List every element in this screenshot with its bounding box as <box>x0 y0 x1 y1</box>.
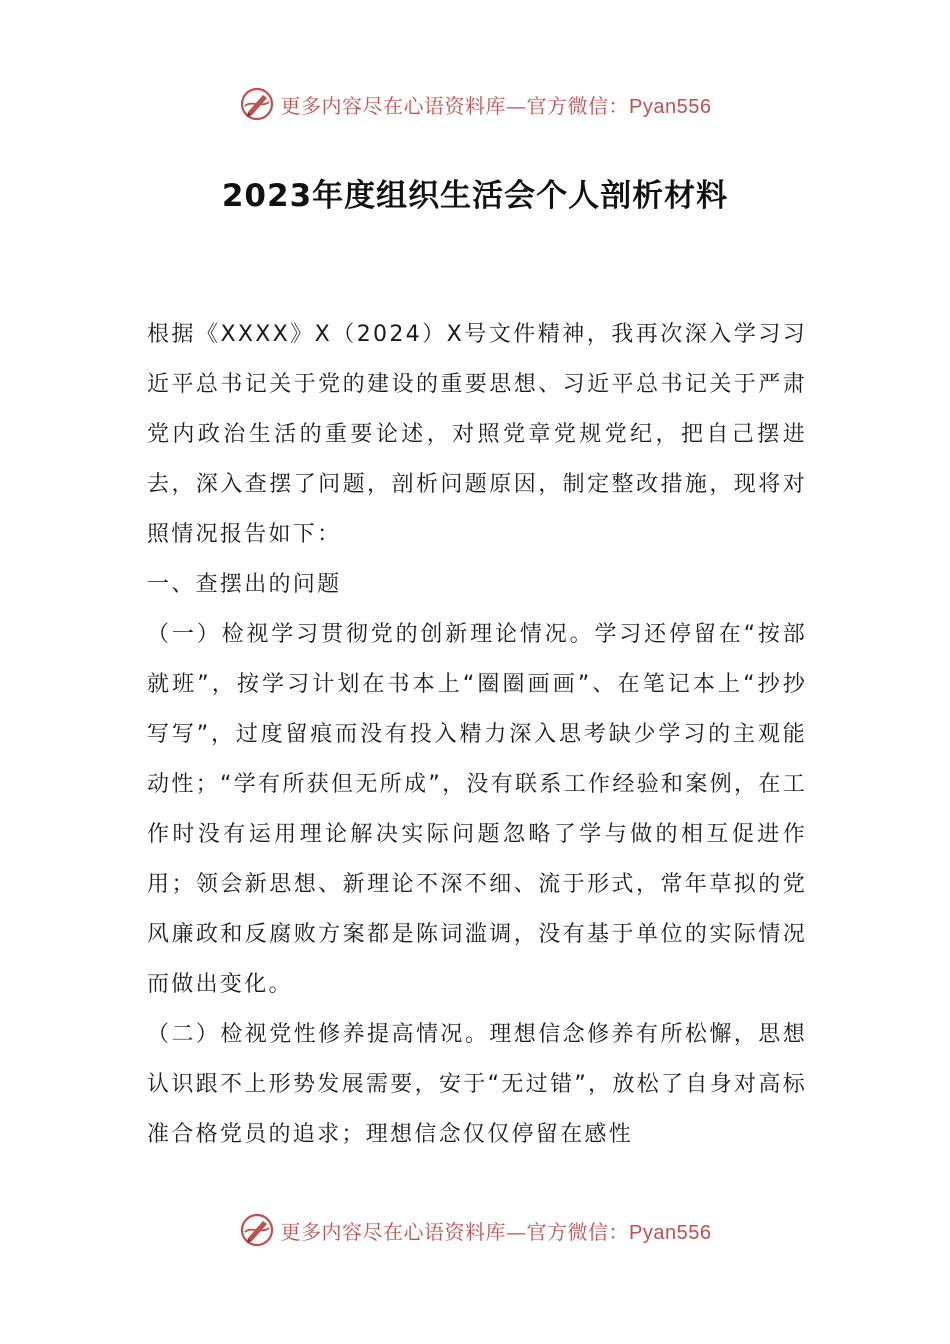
header-banner-text: 更多内容尽在心语资料库—官方微信：Pyan556 <box>280 93 712 118</box>
paragraph-party-spirit: （二）检视党性修养提高情况。理想信念修养有所松懈，思想认识跟不上形势发展需要，安于“无过错”，放松了自身对高标准合格党员的追求；理想信念仅仅停留在感性 <box>147 1022 807 1147</box>
footer-banner-handle: Pyan556 <box>629 1221 712 1244</box>
section-heading-problems: 一、查摆出的问题 <box>147 572 342 597</box>
pen-logo-icon <box>239 86 275 122</box>
pen-logo-icon <box>239 1212 275 1248</box>
paragraph-study-theory: （一）检视学习贯彻党的创新理论情况。学习还停留在“按部就班”，按学习计划在书本上“圈圈画画”、在笔记本上“抄抄写写”，过度留痕而没有投入精力深入思考缺少学习的主观能动性；“学有所获但无所成”，没有联系工作经验和案例，在工作时没有运用理论解决实际问题忽略了学与做的相互促进作用；领会新思想、新理论不深不细、流于形式，常年草拟的党风廉政和反腐败方案都是陈词滥调，没有基于单位的实际情况而做出变化。 <box>147 622 807 997</box>
footer-banner-text: 更多内容尽在心语资料库—官方微信：Pyan556 <box>280 1219 712 1244</box>
document-title: 2023年度组织生活会个人剖析材料 <box>221 178 729 214</box>
header-banner-handle: Pyan556 <box>629 95 712 118</box>
footer-banner <box>0 1208 950 1252</box>
document-body <box>147 310 807 1160</box>
paragraph-intro: 根据《XXXX》X（2024）X号文件精神，我再次深入学习习近平总书记关于党的建设的重要思想、习近平总书记关于严肃党内政治生活的重要论述，对照党章党规党纪，把自己摆进去，深入查摆了问题，剖析问题原因，制定整改措施，现将对照情况报告如下： <box>147 322 807 547</box>
header-banner <box>0 82 950 126</box>
